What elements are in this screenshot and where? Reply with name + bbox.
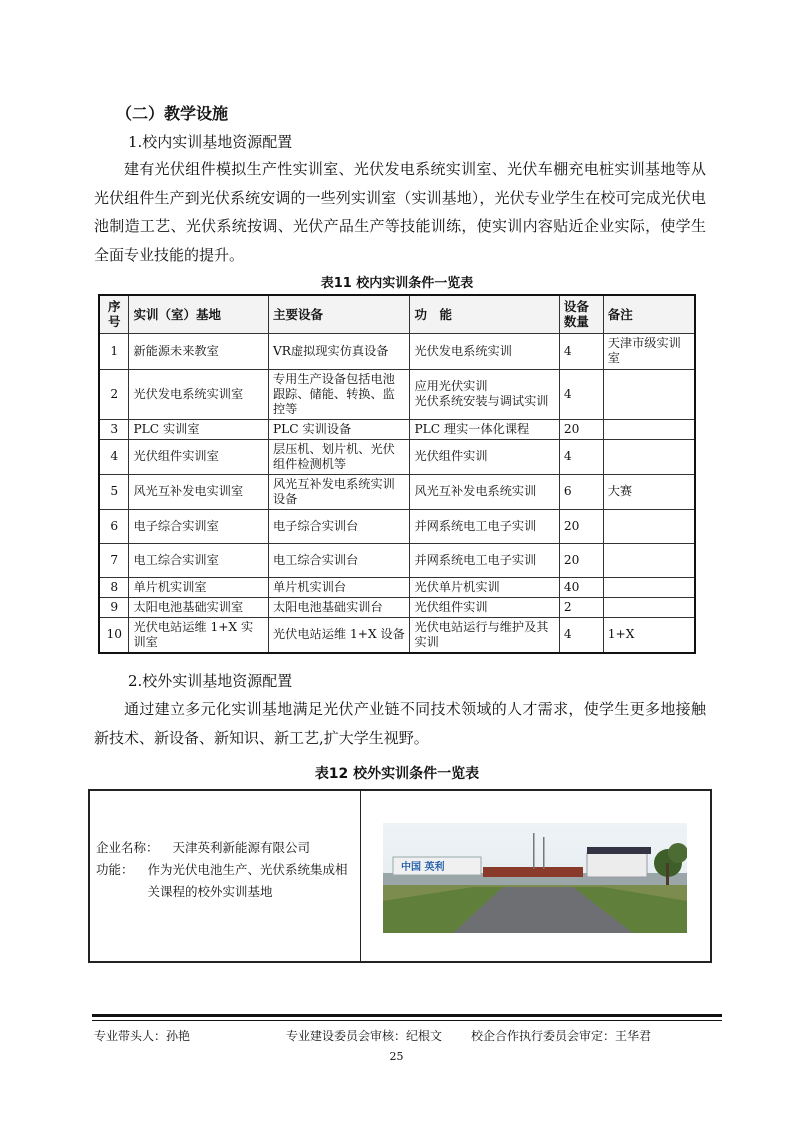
cell-remark bbox=[603, 509, 695, 543]
cell-index: 7 bbox=[99, 543, 129, 577]
table-row bbox=[99, 419, 695, 439]
cell-index: 4 bbox=[99, 439, 129, 474]
cell-index: 10 bbox=[99, 617, 129, 653]
cell-base: 电子综合实训室 bbox=[129, 509, 269, 543]
cell-function: 风光互补发电系统实训 bbox=[410, 474, 559, 509]
cell-quantity: 40 bbox=[559, 577, 603, 597]
section-heading: （二）教学设施 bbox=[116, 104, 229, 123]
footer-approve: 校企合作执行委员会审定：王华君 bbox=[471, 1029, 652, 1043]
table-row bbox=[99, 617, 695, 653]
cell-index: 9 bbox=[99, 597, 129, 617]
footer-review: 专业建设委员会审核：纪根文 bbox=[286, 1029, 443, 1043]
table-row bbox=[99, 597, 695, 617]
th-equipment: 主要设备 bbox=[268, 295, 409, 333]
cell-remark bbox=[603, 597, 695, 617]
cell-function: PLC 理实一体化课程 bbox=[410, 419, 559, 439]
cell-base: 太阳电池基础实训室 bbox=[129, 597, 269, 617]
company-info bbox=[96, 837, 358, 903]
cell-index: 8 bbox=[99, 577, 129, 597]
function-line bbox=[96, 859, 358, 903]
cell-function: 并网系统电工电子实训 bbox=[410, 543, 559, 577]
subsection-2-title: 2.校外实训基地资源配置 bbox=[128, 672, 293, 690]
th-base: 实训（室）基地 bbox=[129, 295, 269, 333]
function-text: 作为光伏电池生产、光伏系统集成相关课程的校外实训基地 bbox=[147, 862, 348, 899]
cell-function: 光伏组件实训 bbox=[410, 597, 559, 617]
cell-function: 光伏发电系统实训 bbox=[410, 333, 559, 369]
cell-quantity: 4 bbox=[559, 617, 603, 653]
company-photo-image bbox=[383, 823, 687, 933]
cell-quantity: 20 bbox=[559, 543, 603, 577]
table11 bbox=[98, 294, 696, 654]
cell-equipment: PLC 实训设备 bbox=[268, 419, 409, 439]
cell-index: 3 bbox=[99, 419, 129, 439]
th-quantity: 设备数量 bbox=[559, 295, 603, 333]
cell-quantity: 6 bbox=[559, 474, 603, 509]
intro-paragraph bbox=[94, 155, 706, 269]
cell-equipment: 电子综合实训台 bbox=[268, 509, 409, 543]
function-label: 功能： bbox=[96, 862, 134, 877]
cell-remark: 1+X bbox=[603, 617, 695, 653]
cell-base: PLC 实训室 bbox=[129, 419, 269, 439]
table12-caption: 表12 校外实训条件一览表 bbox=[314, 766, 480, 782]
photo-sign-text: 中国 英利 bbox=[401, 862, 445, 873]
cell-base: 光伏电站运维 1+X 实训室 bbox=[129, 617, 269, 653]
th-index: 序号 bbox=[99, 295, 129, 333]
company-label: 企业名称： bbox=[96, 840, 159, 855]
cell-equipment: 光伏电站运维 1+X 设备 bbox=[268, 617, 409, 653]
cell-equipment: 风光互补发电系统实训设备 bbox=[268, 474, 409, 509]
footer-rule-thin bbox=[92, 1020, 722, 1021]
cell-equipment: 太阳电池基础实训台 bbox=[268, 597, 409, 617]
cell-quantity: 4 bbox=[559, 333, 603, 369]
cell-index: 2 bbox=[99, 369, 129, 419]
company-photo bbox=[383, 823, 687, 933]
external-paragraph-text: 通过建立多元化实训基地满足光伏产业链不同技术领域的人才需求，使学生更多地接触新技术、新设备、新知识、新工艺,扩大学生视野。 bbox=[94, 700, 706, 747]
footer-rule-thick bbox=[92, 1014, 722, 1017]
cell-base: 光伏组件实训室 bbox=[129, 439, 269, 474]
cell-function: 光伏电站运行与维护及其实训 bbox=[410, 617, 559, 653]
th-remark: 备注 bbox=[603, 295, 695, 333]
subsection-1-title: 1.校内实训基地资源配置 bbox=[128, 133, 293, 151]
page-number: 25 bbox=[389, 1050, 404, 1063]
cell-remark bbox=[603, 439, 695, 474]
table-row bbox=[99, 333, 695, 369]
table11-header-row bbox=[99, 295, 695, 333]
external-paragraph bbox=[94, 695, 706, 752]
th-function: 功 能 bbox=[410, 295, 559, 333]
cell-index: 1 bbox=[99, 333, 129, 369]
cell-function: 光伏组件实训 bbox=[410, 439, 559, 474]
table-row bbox=[99, 577, 695, 597]
cell-base: 单片机实训室 bbox=[129, 577, 269, 597]
cell-equipment: 单片机实训台 bbox=[268, 577, 409, 597]
cell-base: 光伏发电系统实训室 bbox=[129, 369, 269, 419]
company-line bbox=[96, 837, 358, 859]
cell-index: 6 bbox=[99, 509, 129, 543]
cell-quantity: 2 bbox=[559, 597, 603, 617]
table-row bbox=[99, 369, 695, 419]
footer-leader: 专业带头人：孙艳 bbox=[94, 1029, 191, 1043]
table12-divider bbox=[360, 791, 361, 961]
cell-remark: 大赛 bbox=[603, 474, 695, 509]
cell-remark bbox=[603, 543, 695, 577]
table-row bbox=[99, 439, 695, 474]
table12-box bbox=[88, 789, 712, 963]
cell-quantity: 4 bbox=[559, 439, 603, 474]
cell-function: 应用光伏实训 光伏系统安装与调试实训 bbox=[410, 369, 559, 419]
cell-equipment: 层压机、划片机、光伏组件检测机等 bbox=[268, 439, 409, 474]
table11-caption: 表11 校内实训条件一览表 bbox=[320, 276, 474, 291]
intro-paragraph-text: 建有光伏组件模拟生产性实训室、光伏发电系统实训室、光伏车棚充电桩实训基地等从光伏组件生产到光伏系统安调的一些列实训室（实训基地），光伏专业学生在校可完成光伏电池制造工艺、光伏系统按调、光伏产品生产等技能训练，使实训内容贴近企业实际，使学生全面专业技能的提升。 bbox=[94, 160, 706, 264]
cell-equipment: 电工综合实训台 bbox=[268, 543, 409, 577]
cell-base: 新能源未来教室 bbox=[129, 333, 269, 369]
table-row bbox=[99, 474, 695, 509]
table-row bbox=[99, 543, 695, 577]
cell-quantity: 20 bbox=[559, 509, 603, 543]
cell-quantity: 20 bbox=[559, 419, 603, 439]
company-name: 天津英利新能源有限公司 bbox=[172, 840, 311, 855]
cell-quantity: 4 bbox=[559, 369, 603, 419]
cell-remark bbox=[603, 369, 695, 419]
cell-index: 5 bbox=[99, 474, 129, 509]
cell-remark: 天津市级实训室 bbox=[603, 333, 695, 369]
cell-remark bbox=[603, 577, 695, 597]
cell-function: 并网系统电工电子实训 bbox=[410, 509, 559, 543]
cell-remark bbox=[603, 419, 695, 439]
table-row bbox=[99, 509, 695, 543]
cell-function: 光伏单片机实训 bbox=[410, 577, 559, 597]
cell-base: 风光互补发电实训室 bbox=[129, 474, 269, 509]
cell-base: 电工综合实训室 bbox=[129, 543, 269, 577]
cell-equipment: 专用生产设备包括电池跟踪、储能、转换、监控等 bbox=[268, 369, 409, 419]
cell-equipment: VR虚拟现实仿真设备 bbox=[268, 333, 409, 369]
